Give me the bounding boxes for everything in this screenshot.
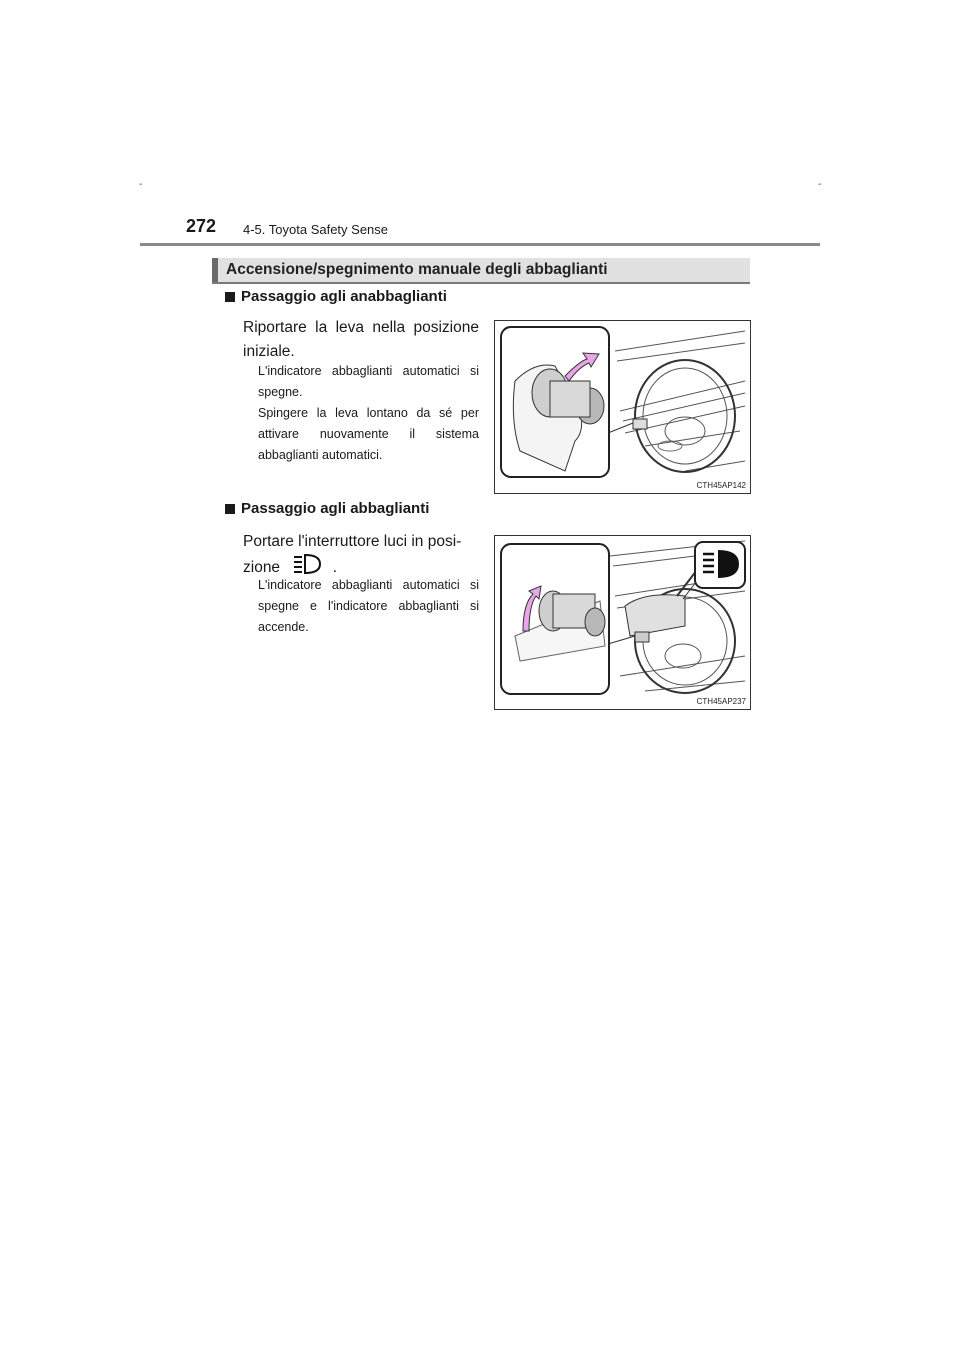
subheading-text: Passaggio agli abbaglianti: [241, 500, 430, 517]
crop-mark-left: -: [139, 179, 143, 190]
figure-code: CTH45AP237: [696, 697, 746, 706]
section-header: [212, 258, 750, 284]
breadcrumb: 4-5. Toyota Safety Sense: [243, 222, 389, 237]
square-bullet-icon: [225, 292, 235, 302]
note-reactivate: Spingere la leva lontano da sé per attivare nuovamente il sistema abbaglianti automatici.: [258, 406, 479, 462]
lever-illustration-1: [495, 321, 750, 493]
note-indicator-off: L'indicatore abbaglianti automatici si spegne.: [258, 364, 479, 399]
page-number: 272: [186, 216, 217, 236]
crop-mark-right: -: [818, 179, 822, 190]
instruction-line-1: Portare l'interruttore luci in posi-: [243, 533, 462, 550]
section-accent: [212, 258, 218, 282]
lever-illustration-2: [495, 536, 750, 709]
subheading-low-beam: [225, 288, 447, 305]
square-bullet-icon: [225, 504, 235, 514]
note-high-beam-on: L'indicatore abbaglianti automatici si spegne e l'indicatore abbaglianti si accende.: [258, 578, 479, 634]
subheading-text: Passaggio agli anabbaglianti: [241, 288, 447, 305]
figure-lever-pull-back: [494, 320, 751, 494]
section-title: Accensione/spegnimento manuale degli abbaglianti: [226, 261, 608, 278]
instruction-line-2-suffix: .: [332, 559, 337, 577]
instruction-line-2-prefix: zione: [243, 559, 281, 577]
instruction-low-beam: Riportare la leva nella posizione iniziale.: [243, 319, 479, 360]
header-divider: [140, 243, 820, 246]
subheading-high-beam: [225, 500, 429, 517]
figure-lever-high-beam: [494, 535, 751, 710]
figure-code: CTH45AP142: [696, 481, 746, 490]
